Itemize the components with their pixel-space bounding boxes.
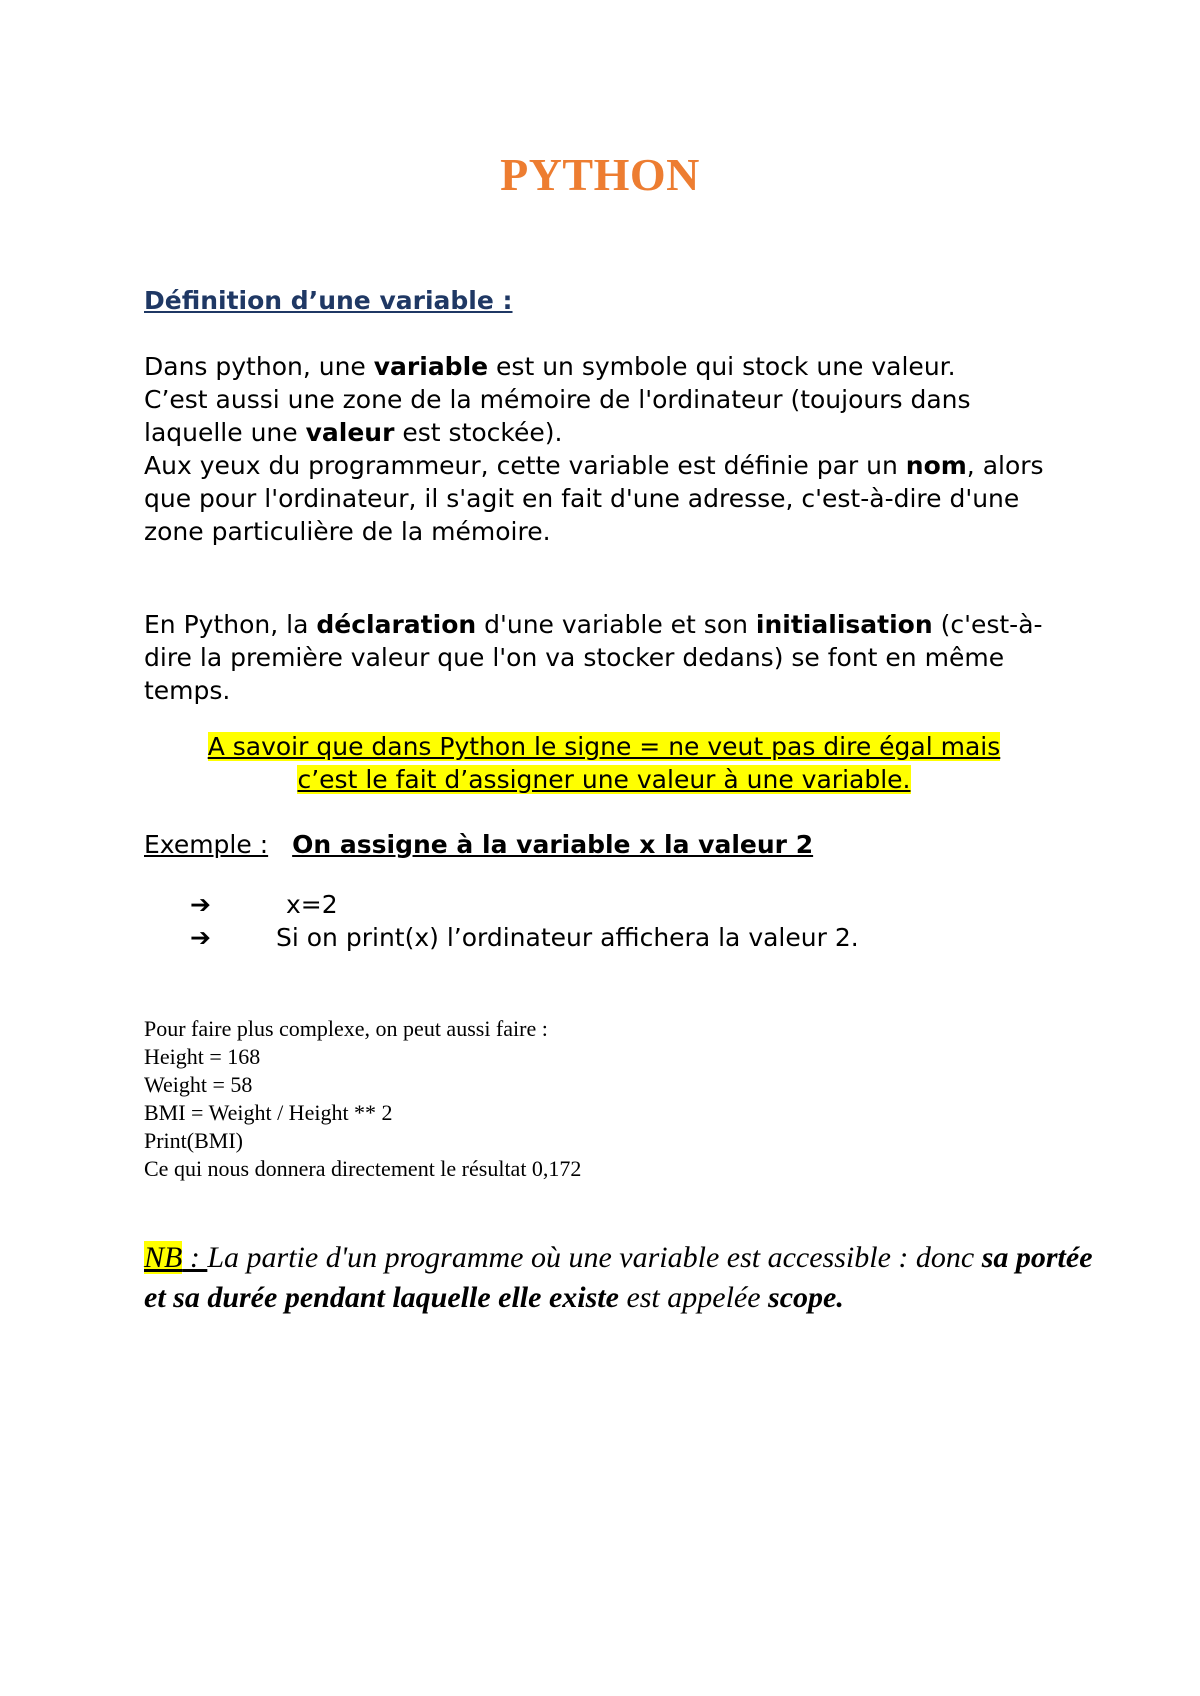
code-line: BMI = Weight / Height ** 2 bbox=[144, 1100, 393, 1125]
arrow-right-icon: ➔ bbox=[190, 890, 211, 919]
declaration-paragraph bbox=[144, 608, 1064, 707]
nb-note bbox=[144, 1238, 1104, 1318]
code-line: Print(BMI) bbox=[144, 1128, 243, 1153]
code-example-block bbox=[144, 1015, 581, 1183]
text-run: Dans python, une bbox=[144, 352, 374, 381]
code-line: Pour faire plus complexe, on peut aussi faire : bbox=[144, 1016, 548, 1041]
text-run: C’est aussi une zone de la mémoire de l'ordinateur (toujours dans laquelle une bbox=[144, 385, 971, 447]
code-line: Height = 168 bbox=[144, 1044, 261, 1069]
arrow-right-icon: ➔ bbox=[190, 923, 211, 952]
text-run: est appelée bbox=[618, 1281, 769, 1314]
text-run: est stockée). bbox=[394, 418, 563, 447]
bold-phrase: sa portée et sa durée pendant laquelle elle existe bbox=[144, 1241, 1093, 1314]
section-heading: Définition d’une variable : bbox=[144, 286, 513, 315]
text-run: est un symbole qui stock une valeur. bbox=[488, 352, 956, 381]
text-run: La partie d'un programme où une variable est accessible : donc bbox=[207, 1241, 982, 1274]
highlight-line: A savoir que dans Python le signe = ne veut pas dire égal mais bbox=[207, 732, 1001, 761]
text-run: , alors que pour l'ordinateur, il s'agit en fait d'une adresse, c'est-à-dire d'une zone particulière de la mémoire. bbox=[144, 451, 1044, 546]
text-run: d'une variable et son bbox=[476, 610, 756, 639]
text-run: En Python, la bbox=[144, 610, 317, 639]
bold-term-scope: scope. bbox=[768, 1281, 844, 1314]
list-item-text: Si on print(x) l’ordinateur affichera la valeur 2. bbox=[276, 923, 859, 952]
example-text: On assigne à la variable x la valeur 2 bbox=[292, 830, 814, 859]
bold-term-declaration: déclaration bbox=[316, 610, 477, 639]
document-title: PYTHON bbox=[500, 149, 700, 200]
list-item bbox=[190, 923, 859, 952]
highlighted-note bbox=[144, 730, 1064, 796]
definition-paragraph bbox=[144, 350, 1064, 548]
bold-term-variable: variable bbox=[373, 352, 489, 381]
bold-term-valeur: valeur bbox=[305, 418, 395, 447]
code-line: Weight = 58 bbox=[144, 1072, 253, 1097]
nb-colon: : bbox=[182, 1241, 208, 1274]
bold-term-nom: nom bbox=[905, 451, 967, 480]
text-run: Aux yeux du programmeur, cette variable est définie par un bbox=[144, 451, 906, 480]
nb-label: NB bbox=[144, 1241, 183, 1274]
example-label: Exemple : bbox=[144, 830, 269, 859]
highlight-line: c’est le fait d’assigner une valeur à une variable. bbox=[297, 765, 911, 794]
code-line: Ce qui nous donnera directement le résultat 0,172 bbox=[144, 1156, 582, 1181]
example-line bbox=[144, 830, 813, 859]
list-item-text: x=2 bbox=[286, 890, 338, 919]
text-run: (c'est-à-dire la première valeur que l'on va stocker dedans) se font en même temps. bbox=[144, 610, 1043, 705]
list-item bbox=[190, 890, 338, 919]
bold-term-initialisation: initialisation bbox=[755, 610, 933, 639]
